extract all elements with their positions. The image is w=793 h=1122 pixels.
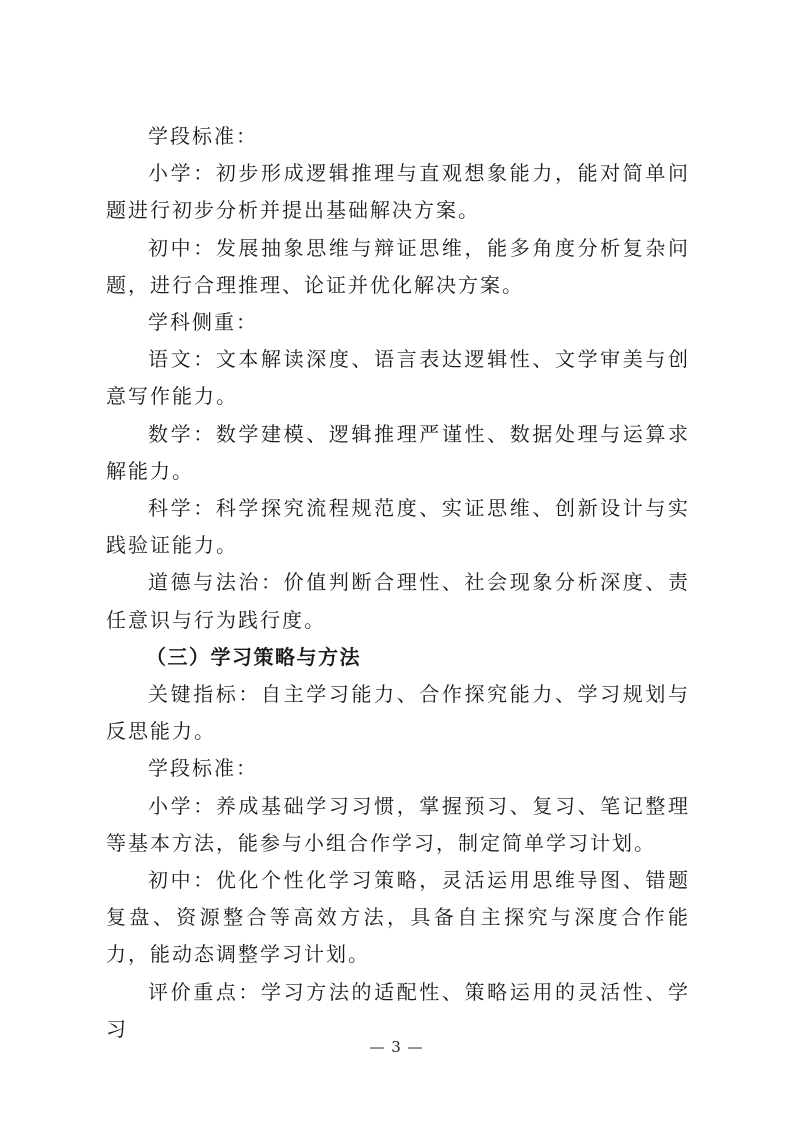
section-heading-learning-strategies: （三）学习策略与方法 [146, 644, 361, 669]
paragraph-junior-thinking: 初中：发展抽象思维与辩证思维，能多角度分析复杂问题，进行合理推理、论证并优化解决方案。 [106, 235, 690, 297]
paragraph-stage-standards-1: 学段标准： [148, 124, 258, 148]
paragraph-key-indicators: 关键指标：自主学习能力、合作探究能力、学习规划与反思能力。 [106, 682, 690, 744]
page-number: — 3 — [369, 1038, 424, 1056]
paragraph-subject-focus: 学科侧重： [148, 310, 258, 335]
paragraph-primary-thinking: 小学：初步形成逻辑推理与直观想象能力，能对简单问题进行初步分析并提出基础解决方案。 [106, 161, 690, 223]
paragraph-primary-habits: 小学：养成基础学习习惯，掌握预习、复习、笔记整理等基本方法，能参与小组合作学习，制定简单学习计划。 [106, 793, 690, 855]
paragraph-junior-strategies: 初中：优化个性化学习策略，灵活运用思维导图、错题复盘、资源整合等高效方法，具备自主探究与深度合作能力，能动态调整学习计划。 [106, 868, 690, 967]
paragraph-stage-standards-2: 学段标准： [148, 756, 258, 781]
document-body [106, 118, 690, 1048]
paragraph-morality-law: 道德与法治：价值判断合理性、社会现象分析深度、责任意识与行为践行度。 [106, 570, 690, 632]
paragraph-chinese: 语文：文本解读深度、语言表达逻辑性、文学审美与创意写作能力。 [106, 347, 690, 409]
paragraph-evaluation-focus: 评价重点：学习方法的适配性、策略运用的灵活性、学习 [106, 979, 690, 1041]
paragraph-math: 数学：数学建模、逻辑推理严谨性、数据处理与运算求解能力。 [106, 421, 690, 483]
paragraph-science: 科学：科学探究流程规范度、实证思维、创新设计与实践验证能力。 [106, 496, 690, 558]
